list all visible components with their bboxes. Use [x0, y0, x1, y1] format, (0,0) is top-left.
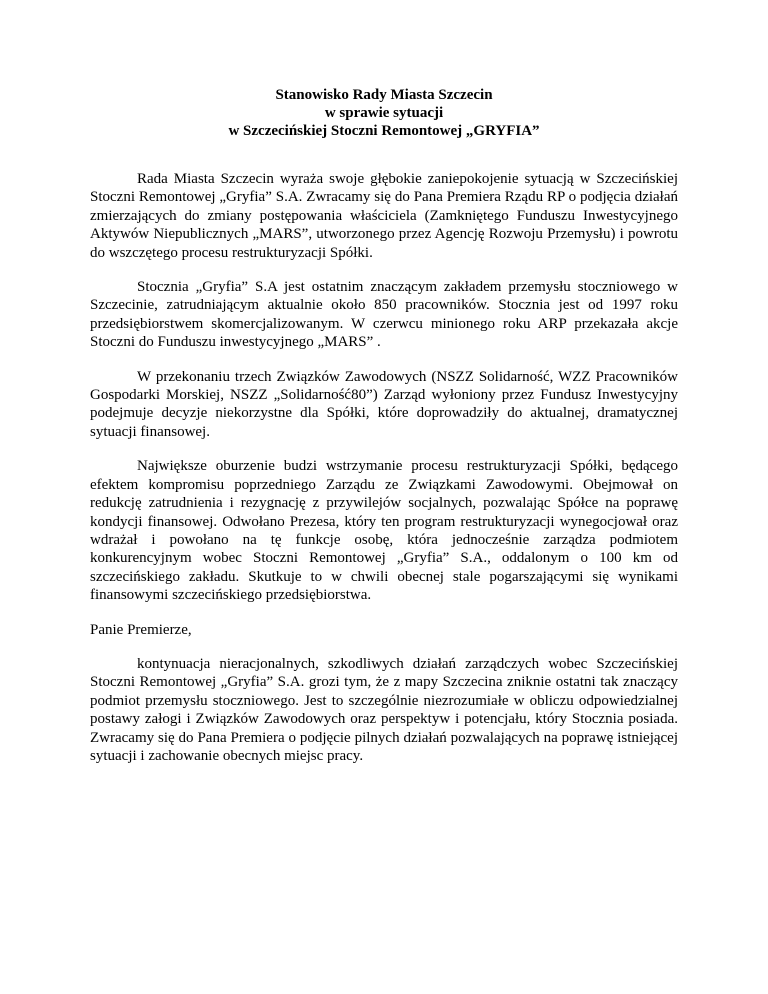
document-title: [90, 86, 678, 140]
paragraph-4: Największe oburzenie budzi wstrzymanie procesu restrukturyzacji Spółki, będącego efektem kompromisu poprzedniego Zarządu ze Związkami Zawodowymi. Obejmował on redukcję zatrudnienia i rezygnację z przywilejów socjalnych, pozwalając Spółce na poprawę kondycji finansowej. Odwołano Prezesa, który ten program restrukturyzacji wynegocjował oraz wdrażał i powołano na tę funkcje osobę, która jednocześnie zarządza podmiotem konkurencyjnym wobec Stoczni Remontowej „Gryfia” S.A., oddalonym o 100 km od szczecińskiego zakładu. Skutkuje to w chwili obecnej stale pogarszającymi się wynikami finansowymi szczecińskiego przedsiębiorstwa.: [90, 458, 678, 604]
salutation: Panie Premierze,: [90, 621, 192, 638]
paragraph-2: Stocznia „Gryfia” S.A jest ostatnim znaczącym zakładem przemysłu stoczniowego w Szczecinie, zatrudniającym aktualnie około 850 pracowników. Stocznia jest od 1997 roku przedsiębiorstwem skomercjalizowanym. W czerwcu minionego roku ARP przekazała akcje Stoczni do Funduszu inwestycyjnego „MARS” .: [90, 279, 678, 351]
paragraph-1: Rada Miasta Szczecin wyraża swoje głębokie zaniepokojenie sytuacją w Szczecińskiej Stoczni Remontowej „Gryfia” S.A. Zwracamy się do Pana Premiera Rządu RP o podjęcia działań zmierzających do zmiany postępowania właściciela (Zamkniętego Funduszu Inwestycyjnego Aktywów Niepublicznych „MARS”, utworzonego przez Agencję Rozwoju Przemysłu) i powrotu do wszczętego procesu restrukturyzacji Spółki.: [90, 171, 678, 261]
document-page: [90, 86, 678, 781]
closing-paragraph: kontynuacja nieracjonalnych, szkodliwych działań zarządczych wobec Szczecińskiej Stoczni Remontowej „Gryfia” S.A. grozi tym, że z mapy Szczecina zniknie ostatni tak znaczący podmiot przemysłu stoczniowego. Jest to szczególnie niezrozumiałe w obliczu odpowiedzialnej postawy załogi i Związków Zawodowych oraz perspektyw i potencjału, który Stocznia posiada. Zwracamy się do Pana Premiera o podjęcie pilnych działań pozwalających na poprawę istniejącej sytuacji i zachowanie obecnych miejsc pracy.: [90, 655, 678, 764]
paragraph-3: W przekonaniu trzech Związków Zawodowych (NSZZ Solidarność, WZZ Pracowników Gospodarki Morskiej, NSZZ „Solidarność80”) Zarząd wyłoniony przez Fundusz Inwestycyjny podejmuje decyzje niekorzystne dla Spółki, które doprowadziły do aktualnej, dramatycznej sytuacji finansowej.: [90, 368, 678, 440]
title-line-3: w Szczecińskiej Stoczni Remontowej „GRYFIA”: [228, 123, 540, 139]
title-line-1: Stanowisko Rady Miasta Szczecin: [275, 87, 493, 103]
title-line-2: w sprawie sytuacji: [324, 105, 444, 121]
